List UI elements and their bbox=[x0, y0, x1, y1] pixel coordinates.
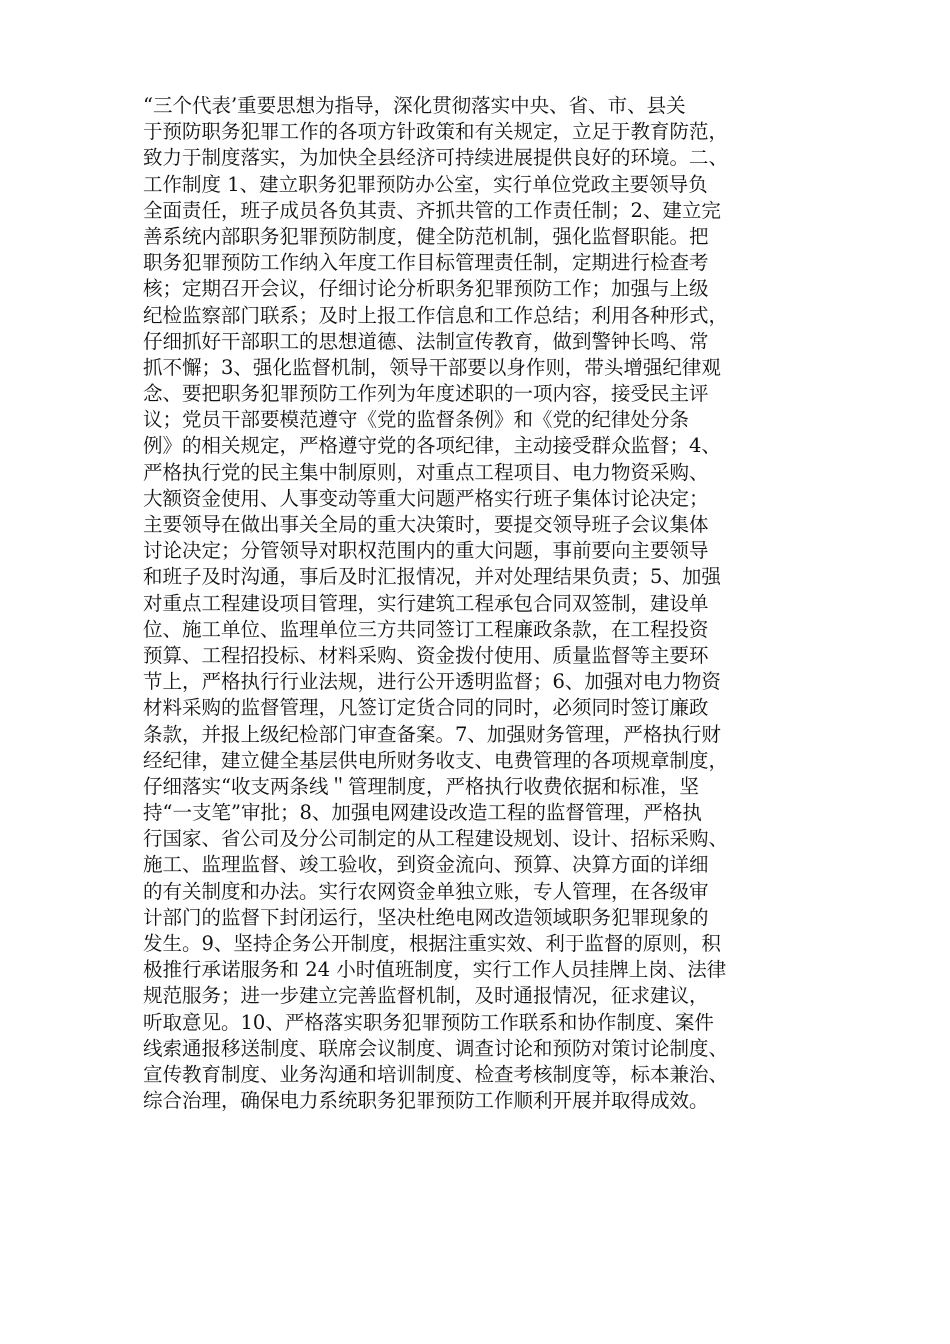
text-line: 线索通报移送制度、联席会议制度、调查讨论和预防对策讨论制度、 bbox=[143, 1036, 729, 1060]
text-line: 宣传教育制度、业务沟通和培训制度、检查考核制度等，标本兼治、 bbox=[143, 1062, 729, 1086]
text-line: 全面责任，班子成员各负其责、齐抓共管的工作责任制；2、建立完 bbox=[143, 198, 721, 222]
text-line: 极推行承诺服务和 24 小时值班制度，实行工作人员挂牌上岗、法律 bbox=[143, 958, 727, 982]
text-line: 节上，严格执行行业法规，进行公开透明监督；6、加强对电力物资 bbox=[143, 670, 721, 694]
text-line: 综合治理，确保电力系统职务犯罪预防工作顺利开展并取得成效。 bbox=[143, 1089, 709, 1113]
text-line: 发生。9、坚持企务公开制度，根据注重实效、利于监督的原则，积 bbox=[143, 932, 721, 955]
text-line: 计部门的监督下封闭运行，坚决杜绝电网改造领域职务犯罪现象的 bbox=[143, 905, 709, 929]
text-line: 致力于制度落实，为加快全县经济可持续进展提供良好的环境。二、 bbox=[143, 146, 729, 170]
text-line: 讨论决定；分管领导对职权范围内的重大问题，事前要向主要领导 bbox=[143, 539, 709, 563]
text-line: 行国家、省公司及分公司制定的从工程建设规划、设计、招标采购、 bbox=[143, 827, 729, 851]
text-line: 对重点工程建设项目管理，实行建筑工程承包合同双签制，建设单 bbox=[143, 591, 709, 615]
text-line: 抓不懈；3、强化监督机制，领导干部要以身作则，带头增强纪律观 bbox=[143, 355, 721, 379]
text-line: 职务犯罪预防工作纳入年度工作目标管理责任制，定期进行检查考 bbox=[143, 251, 709, 275]
text-line: 规范服务；进一步建立完善监督机制，及时通报情况，征求建议， bbox=[143, 984, 709, 1008]
text-line: 念、要把职务犯罪预防工作列为年度述职的一项内容，接受民主评 bbox=[143, 382, 709, 406]
text-line: 严格执行党的民主集中制原则，对重点工程项目、电力物资采购、 bbox=[143, 460, 709, 484]
text-line: 的有关制度和办法。实行农网资金单独立账，专人管理，在各级审 bbox=[143, 879, 709, 903]
text-line: 条款，并报上级纪检部门审查备案。7、加强财务管理，严格执行财 bbox=[143, 722, 721, 746]
text-line: 经纪律，建立健全基层供电所财务收支、电费管理的各项规章制度， bbox=[143, 748, 729, 772]
text-line: 于预防职务犯罪工作的各项方针政策和有关规定，立足于教育防范， bbox=[143, 120, 729, 144]
text-line: 位、施工单位、监理单位三方共同签订工程廉政条款，在工程投资 bbox=[143, 617, 709, 641]
text-line: 善系统内部职务犯罪预防制度，健全防范机制，强化监督职能。把 bbox=[143, 224, 709, 248]
text-line: 纪检监察部门联系；及时上报工作信息和工作总结；利用各种形式， bbox=[143, 303, 729, 327]
text-line: 例》的相关规定，严格遵守党的各项纪律，主动接受群众监督；4、 bbox=[143, 434, 721, 458]
text-line: 议；党员干部要模范遵守《党的监督条例》和《党的纪律处分条 bbox=[143, 408, 690, 432]
body-text bbox=[143, 93, 823, 1114]
text-line: 预算、工程招投标、材料采购、资金拨付使用、质量监督等主要环 bbox=[143, 643, 709, 667]
text-line: 材料采购的监督管理，凡签订定货合同的同时，必须同时签订廉政 bbox=[143, 696, 709, 720]
text-line: 持“一支笔”审批；8、加强电网建设改造工程的监督管理，严格执 bbox=[143, 801, 702, 825]
text-line: 和班子及时沟通，事后及时汇报情况，并对处理结果负责；5、加强 bbox=[143, 565, 721, 589]
text-line: 听取意见。10、严格落实职务犯罪预防工作联系和协作制度、案件 bbox=[143, 1010, 714, 1034]
text-line: 大额资金使用、人事变动等重大问题严格实行班子集体讨论决定； bbox=[143, 486, 709, 510]
text-line: 仔细落实“收支两条线＂管理制度，严格执行收费依据和标准，坚 bbox=[143, 774, 699, 798]
text-line: 主要领导在做出事关全局的重大决策时，要提交领导班子会议集体 bbox=[143, 513, 709, 536]
text-line: 核；定期召开会议，仔细讨论分析职务犯罪预防工作；加强与上级 bbox=[143, 277, 709, 301]
text-line: “三个代表’重要思想为指导，深化贯彻落实中央、省、市、县关 bbox=[143, 94, 686, 117]
text-line: 施工、监理监督、竣工验收，到资金流向、预算、决算方面的详细 bbox=[143, 853, 709, 877]
text-line: 仔细抓好干部职工的思想道德、法制宣传教育，做到警钟长鸣、常 bbox=[143, 329, 709, 353]
text-line: 工作制度 1、建立职务犯罪预防办公室，实行单位党政主要领导负 bbox=[143, 172, 708, 196]
